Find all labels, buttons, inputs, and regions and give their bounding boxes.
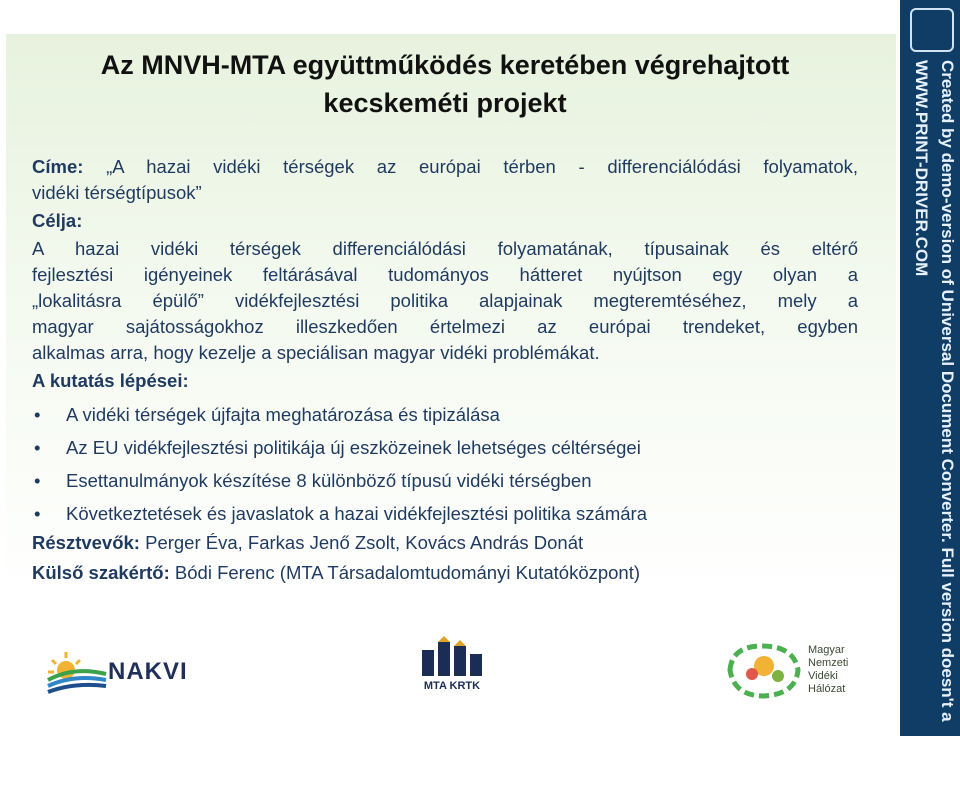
slide-body — [32, 154, 858, 586]
bullet-icon: • — [34, 404, 41, 425]
mta-krtk-logo — [416, 636, 488, 696]
expert-value: Bódi Ferenc (MTA Társadalomtudományi Kutatóközpont) — [169, 562, 641, 583]
cime-line-2: vidéki térségtípusok” — [32, 182, 202, 203]
step-text: Az EU vidékfejlesztési politikája új eszközeinek lehetséges céltérségei — [66, 437, 641, 458]
list-item — [32, 497, 858, 530]
list-item — [32, 398, 858, 431]
watermark-line-2: WWW.PRINT-DRIVER.COM — [912, 60, 931, 277]
slide-title — [0, 46, 890, 122]
steps-label: A kutatás lépései: — [32, 370, 189, 391]
title-line-2: kecskeméti projekt — [323, 88, 567, 118]
participants-value: Perger Éva, Farkas Jenő Zsolt, Kovács András Donát — [139, 532, 584, 553]
mnvh-line-2: Nemzeti — [808, 657, 849, 669]
celja-line-5: alkalmas arra, hogy kezelje a speciálisan magyar vidéki problémákat. — [32, 342, 600, 363]
mnvh-line-3: Vidéki — [808, 670, 838, 682]
celja-line-3: „lokalitásra épülő” vidékfejlesztési politika alapjainak megteremtéséhez, mely a — [32, 290, 858, 311]
celja-text — [32, 236, 858, 366]
mta-krtk-bold: KRTK — [449, 680, 481, 692]
mnvh-line-1: Magyar — [808, 644, 845, 656]
mta-krtk-text — [416, 680, 488, 692]
nakvi-sun-icon — [44, 648, 108, 694]
steps-list — [32, 398, 858, 530]
mnvh-line-4: Hálózat — [808, 683, 846, 695]
watermark-text — [900, 60, 960, 796]
step-text: A vidéki térségek újfajta meghatározása és tipizálása — [66, 404, 500, 425]
mnvh-logo — [722, 640, 872, 700]
nakvi-text: NAKVI — [108, 658, 188, 685]
list-item — [32, 431, 858, 464]
mnvh-leaf-icon — [722, 640, 806, 700]
step-text: Esettanulmányok készítése 8 különböző típusú vidéki térségben — [66, 470, 592, 491]
celja-line-4: magyar sajátosságokhoz illeszkedően értelmezi az európai trendeket, egyben — [32, 316, 858, 337]
expert-label: Külső szakértő: — [32, 562, 170, 583]
step-text: Következtetések és javaslatok a hazai vidékfejlesztési politika számára — [66, 503, 647, 524]
watermark-strip — [900, 0, 960, 736]
expert — [32, 560, 858, 586]
mta-building-icon — [416, 636, 488, 678]
celja-label: Célja: — [32, 210, 83, 231]
bullet-icon: • — [34, 470, 41, 491]
bullet-icon: • — [34, 503, 41, 524]
participants — [32, 530, 858, 556]
participants-label: Résztvevők: — [32, 532, 140, 553]
cime-line-1 — [32, 154, 858, 180]
nakvi-logo — [44, 648, 194, 694]
mnvh-text — [808, 644, 848, 696]
cime-label: Címe: — [32, 156, 84, 177]
watermark-line-1: Created by demo-version of Universal Document Converter. Full version doesn't a — [938, 60, 957, 722]
mta-prefix: MTA — [423, 680, 450, 692]
title-line-1: Az MNVH-MTA együttműködés keretében végrehajtott — [100, 50, 790, 80]
bullet-icon: • — [34, 437, 41, 458]
celja-line-1: A hazai vidéki térségek differenciálódási folyamatának, típusainak és eltérő — [32, 238, 858, 259]
cime-text-1: „A hazai vidéki térségek az európai térben - differenciálódási folyamatok, — [106, 156, 859, 177]
celja-line-2: fejlesztési igényeinek feltárásával tudományos hátteret nyújtson egy olyan a — [32, 264, 858, 285]
list-item — [32, 464, 858, 497]
converter-logo-icon — [910, 8, 954, 52]
